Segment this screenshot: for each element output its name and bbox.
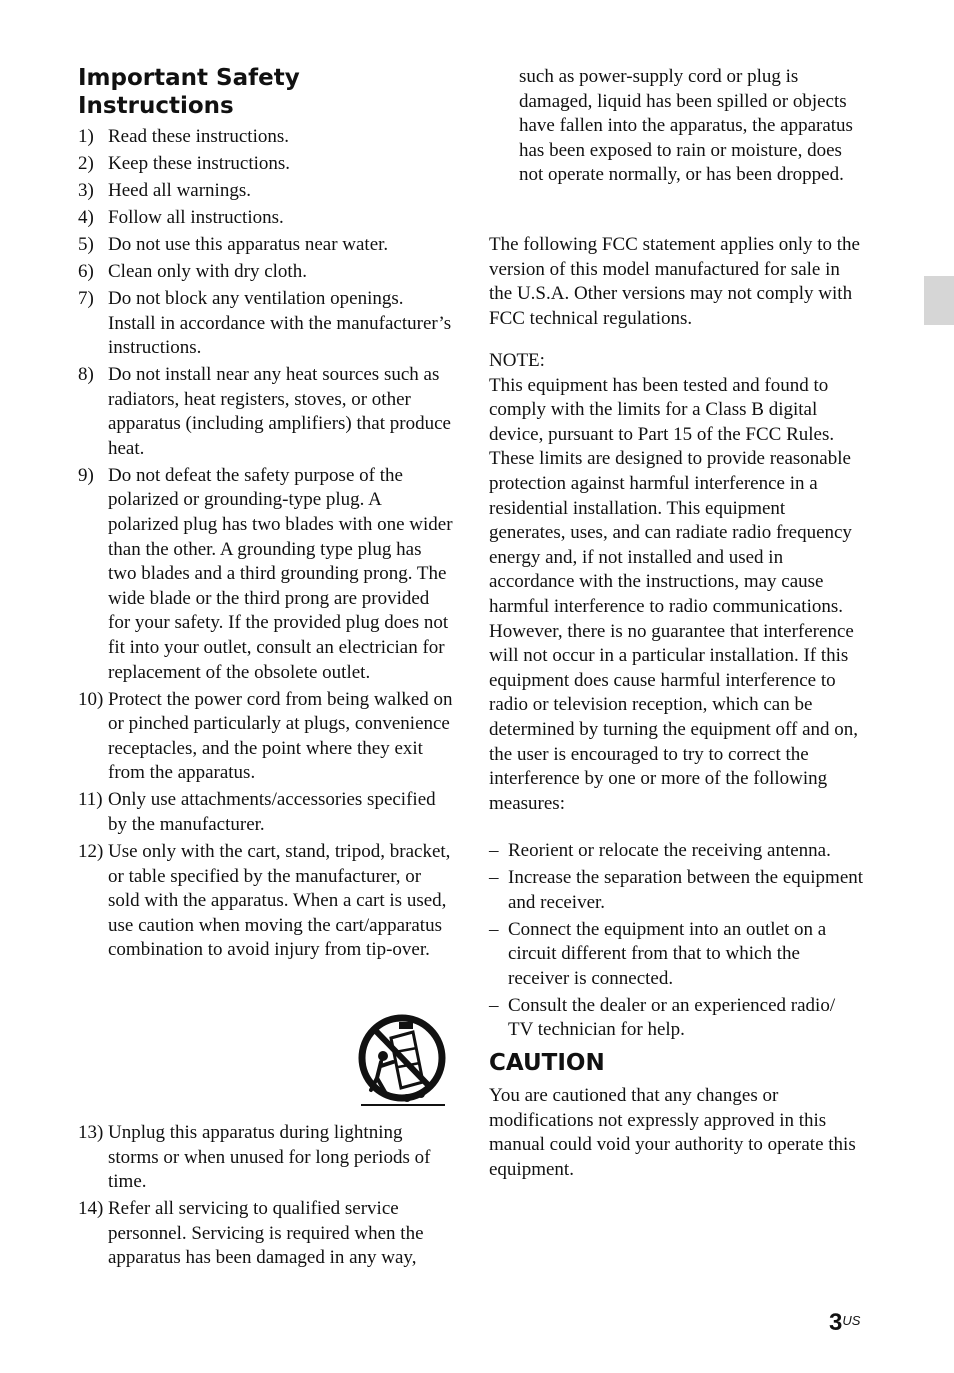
instruction-14-continued: such as power-supply cord or plug is damaged, liquid has been spilled or objects have fallen into the apparatus, the apparatus has been exposed to rain or moisture, does not operate normally, or has been dropped. xyxy=(519,66,853,186)
fcc-statement: The following FCC statement applies only to the version of this model manufactured for sale in the U.S.A. Other versions may not comply with FCC technical regulations. xyxy=(489,234,860,329)
item-text: Consult the dealer or an experienced radio/ TV technician for help. xyxy=(508,994,836,1041)
dash-marker: – xyxy=(489,918,499,940)
item-text: Use only with the cart, stand, tripod, bracket, or table specified by the manufacturer, or sold with the apparatus. When a cart is used, use caution when moving the cart/apparatus combination to avoid injury from tip-over. xyxy=(108,840,451,961)
dash-marker: – xyxy=(489,866,499,888)
item-number: 6) xyxy=(78,260,94,282)
item-text: Increase the separation between the equipment and receiver. xyxy=(508,866,864,913)
note-label: NOTE: xyxy=(489,350,545,371)
item-number: 2) xyxy=(78,152,94,174)
list-item xyxy=(489,839,864,864)
instruction-list-part1 xyxy=(78,125,453,965)
item-text: Do not install near any heat sources such as radiators, heat registers, stoves, or other apparatus (including amplifiers) that produce heat. xyxy=(108,364,451,459)
item-text: Read these instructions. xyxy=(108,126,289,147)
item-number: 5) xyxy=(78,233,94,255)
list-item xyxy=(78,206,453,231)
instruction-list-part2 xyxy=(78,1121,453,1273)
note-paragraph: This equipment has been tested and found to comply with the limits for a Class B digital device, pursuant to Part 15 of the FCC Rules. These limits are designed to provide reasonable protection against harmful interference in a residential installation. This equipment generates, uses, and can radiate radio frequency energy and, if not installed and used in accordance with the instructions, may cause harmful interference to radio communications. xyxy=(489,374,852,617)
cart-tip-over-warning-icon xyxy=(355,1012,447,1108)
item-text: Connect the equipment into an outlet on a circuit different from that to which the receiver is connected. xyxy=(508,918,827,989)
item-text: Heed all warnings. xyxy=(108,179,251,201)
list-item xyxy=(78,840,453,963)
item-text: Unplug this apparatus during lightning storms or when unused for long periods of time. xyxy=(108,1122,431,1193)
item-number: 13) xyxy=(78,1122,104,1143)
item-text: Do not defeat the safety purpose of the polarized or grounding-type plug. A polarized plug has two blades with one wider than the other. A grounding type plug has two blades and a third grounding prong. The wide blade or the third prong are provided for your safety. If the provided plug does not fit into your outlet, consult an electrician for replacement of the obsolete outlet. xyxy=(108,464,453,683)
item-number: 11) xyxy=(78,789,103,811)
item-number: 12) xyxy=(78,840,104,862)
item-text: Do not use this apparatus near water. xyxy=(108,233,389,255)
caution-heading: CAUTION xyxy=(489,1050,605,1076)
item-text: Follow all instructions. xyxy=(108,206,284,228)
list-item xyxy=(78,152,453,177)
list-item xyxy=(78,688,453,786)
list-item xyxy=(78,1121,453,1195)
item-number: 8) xyxy=(78,364,94,386)
item-text: Clean only with dry cloth. xyxy=(108,260,307,282)
item-number: 4) xyxy=(78,206,94,228)
fcc-note xyxy=(489,349,864,816)
list-item xyxy=(489,866,864,915)
list-item xyxy=(78,233,453,258)
list-item xyxy=(489,918,864,992)
list-item xyxy=(78,464,453,685)
note-paragraph: However, there is no guarantee that interference will not occur in a particular installation. If this equipment does cause harmful interference to radio or television reception, which can be determined by turning the equipment off and on, the user is encouraged to try to correct the interference by one or more of the following measures: xyxy=(489,620,859,814)
list-item xyxy=(78,260,453,285)
section-tab-marker xyxy=(924,276,954,325)
item-text: Do not block any ventilation openings. Install in accordance with the manufacturer’s instructions. xyxy=(108,287,452,359)
item-text: Keep these instructions. xyxy=(108,152,291,174)
list-item xyxy=(78,287,453,361)
item-number: 3) xyxy=(78,179,94,201)
item-number: 7) xyxy=(78,287,94,309)
page-title: Important Safety Instructions xyxy=(78,65,300,119)
dash-marker: – xyxy=(489,994,499,1016)
item-text: Only use attachments/accessories specified by the manufacturer. xyxy=(108,789,436,835)
page-number-suffix: US xyxy=(842,1313,861,1328)
item-number: 10) xyxy=(78,688,104,710)
list-item xyxy=(78,788,453,837)
item-number: 9) xyxy=(78,464,94,486)
item-text: Refer all servicing to qualified service personnel. Servicing is required when the apparatus has been damaged in any way, xyxy=(108,1198,424,1269)
page-number xyxy=(829,1309,860,1337)
item-number: 1) xyxy=(78,126,94,147)
item-number: 14) xyxy=(78,1198,104,1220)
list-item xyxy=(78,125,453,150)
caution-text: You are cautioned that any changes or modifications not expressly approved in this manual could void your authority to operate this equipment. xyxy=(489,1085,856,1180)
list-item xyxy=(78,363,453,461)
list-item xyxy=(78,1197,453,1271)
dash-marker: – xyxy=(489,840,499,861)
list-item xyxy=(78,179,453,204)
page-number-value: 3 xyxy=(829,1309,843,1336)
list-item xyxy=(489,994,864,1043)
item-text: Protect the power cord from being walked on or pinched particularly at plugs, convenience receptacles, and the point where they exit from the apparatus. xyxy=(108,688,453,784)
measures-list xyxy=(489,839,864,1045)
item-text: Reorient or relocate the receiving antenna. xyxy=(508,840,831,861)
